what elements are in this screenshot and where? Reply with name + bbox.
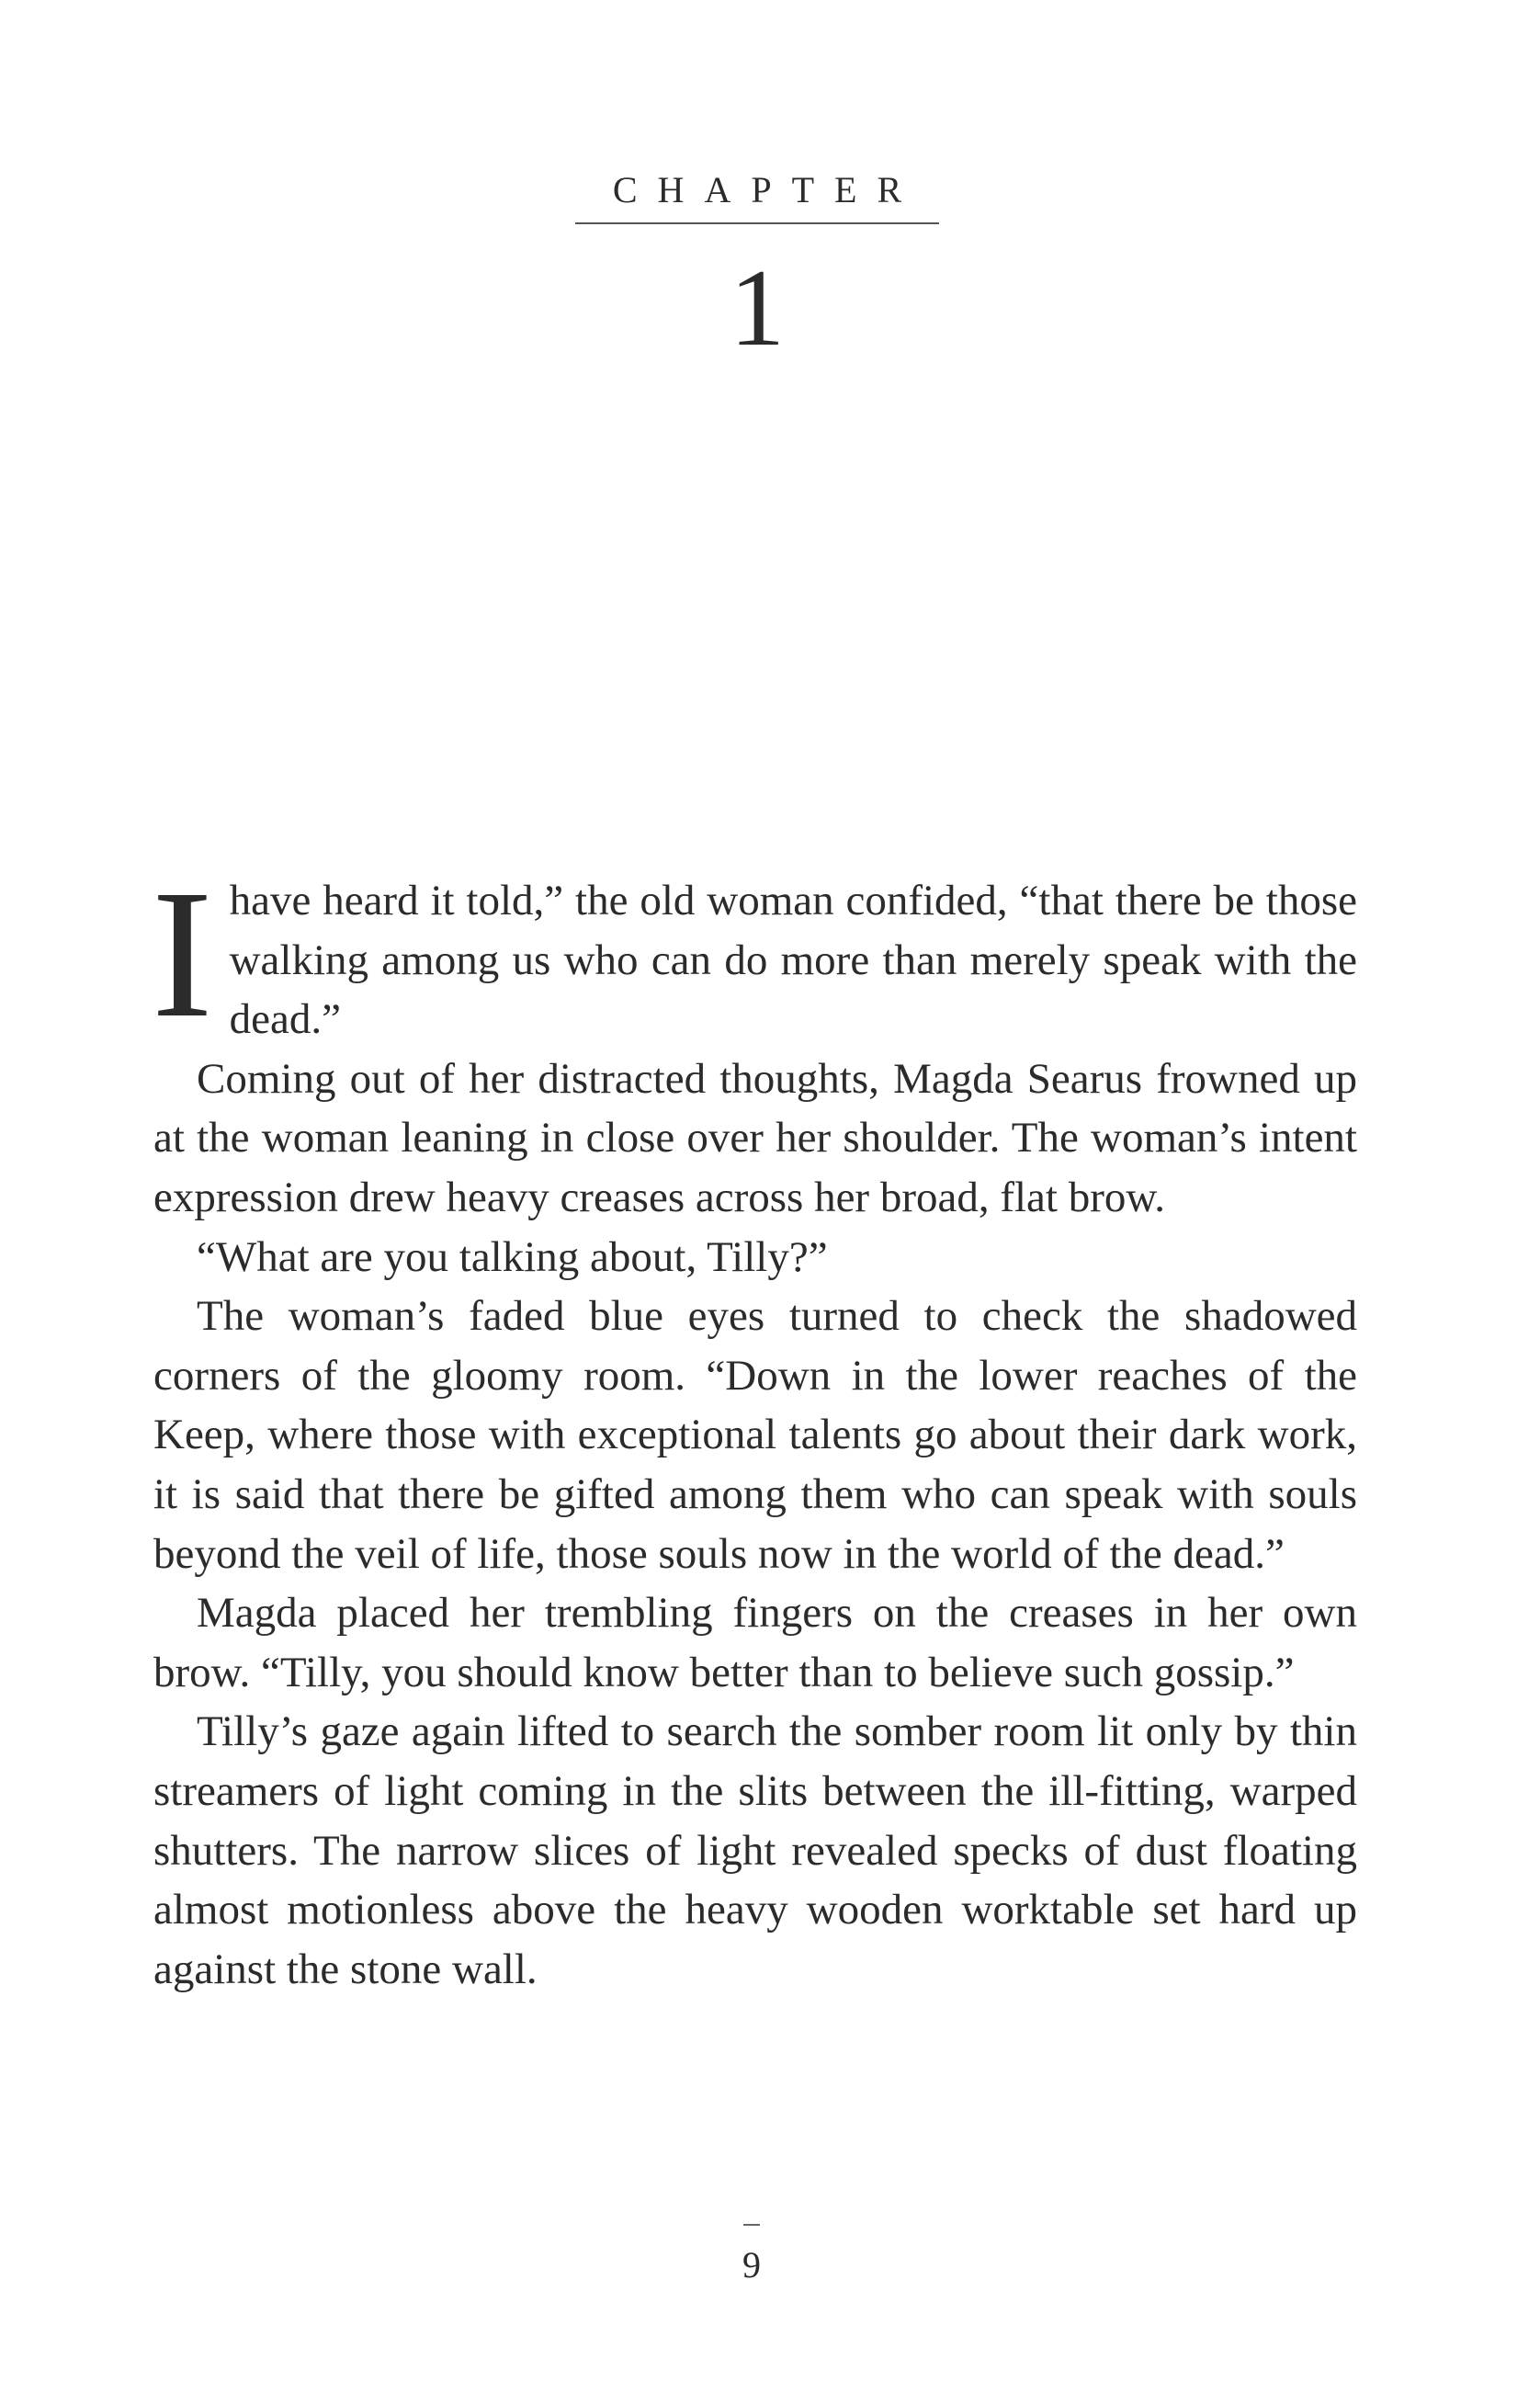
page-number: 9 <box>742 2244 761 2285</box>
paragraph-6: Tilly’s gaze again lifted to search the somber room lit only by thin streamers of light coming in the slits between the ill-fitting, warped shutters. The narrow slices of light revealed specks of dust floating almost motionless above the heavy wooden worktable set hard up against the stone wall. <box>153 1707 1357 1993</box>
paragraph-4: The woman’s faded blue eyes turned to check the shadowed corners of the gloomy room. “Down in the lower reaches of the Keep, where those with exceptional talents go about their dark work, it is said that there be gifted among them who can speak with souls beyond the veil of life, those souls now in the world of the dead.” <box>153 1292 1357 1578</box>
body-text <box>152 853 1357 1999</box>
chapter-label: CHAPTER <box>612 169 923 210</box>
paragraph-5: Magda placed her trembling fingers on the creases in her own brow. “Tilly, you should know better than to believe such gossip.” <box>153 1589 1357 1696</box>
chapter-rule <box>575 222 939 224</box>
drop-cap: I <box>152 853 213 1056</box>
chapter-number: 1 <box>730 246 785 369</box>
folio-rule <box>743 2224 760 2226</box>
paragraph-1 <box>152 853 1357 1056</box>
paragraph-2: Coming out of her distracted thoughts, Magda Searus frowned up at the woman leaning in close over her shoulder. The woman’s intent expression drew heavy creases across her broad, flat brow. <box>153 1054 1357 1221</box>
paragraph-1-text: have heard it told,” the old woman confided, “that there be those walking among us who can do more than merely speak with the dead.” <box>229 877 1357 1044</box>
paragraph-3: “What are you talking about, Tilly?” <box>197 1232 828 1281</box>
